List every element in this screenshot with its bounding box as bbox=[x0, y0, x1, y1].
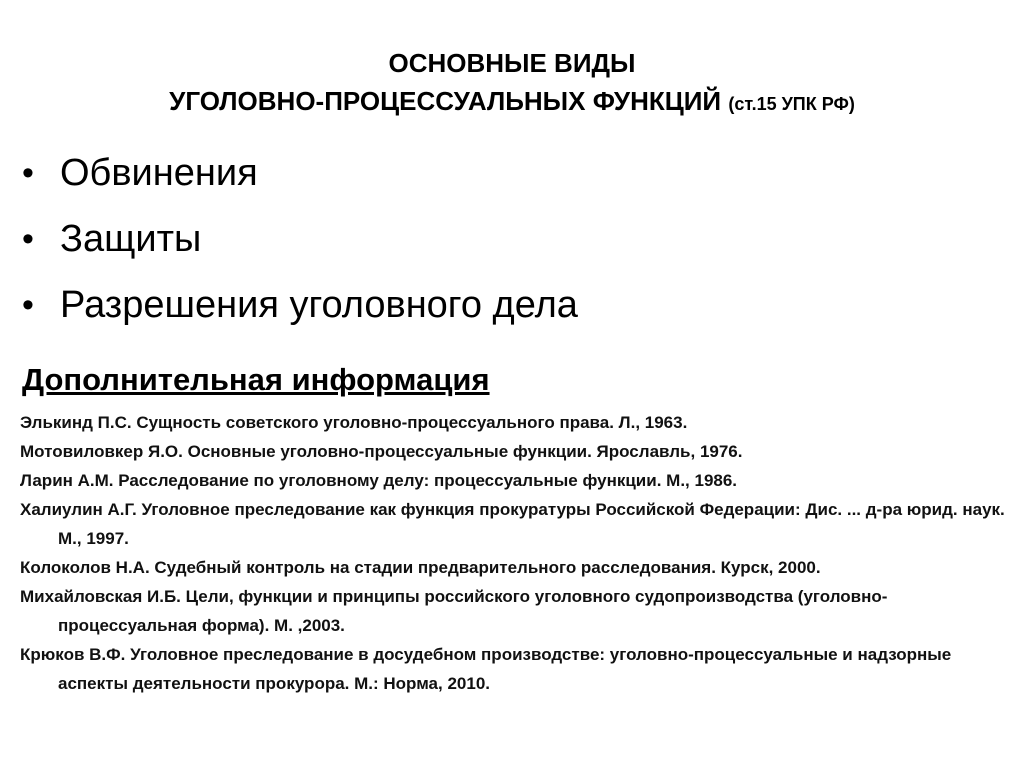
reference-item: Ларин А.М. Расследование по уголовному делу: процессуальные функции. М., 1986. bbox=[20, 471, 738, 490]
title-line-1: ОСНОВНЫЕ ВИДЫ bbox=[388, 48, 636, 78]
list-item bbox=[22, 140, 578, 206]
reference-item: Михайловская И.Б. Цели, функции и принципы российского уголовного судопроизводства (уголовно-процессуальная форма). М. ,2003. bbox=[20, 587, 888, 635]
list-item-label: Защиты bbox=[60, 218, 202, 260]
additional-info-heading: Дополнительная информация bbox=[22, 362, 490, 397]
title-article-note: (ст.15 УПК РФ) bbox=[728, 94, 855, 114]
list-item bbox=[22, 272, 578, 338]
reference-item: Колоколов Н.А. Судебный контроль на стадии предварительного расследования. Курск, 2000. bbox=[20, 558, 821, 577]
references-list bbox=[20, 408, 1010, 698]
reference-item: Халиулин А.Г. Уголовное преследование как функция прокуратуры Российской Федерации: Дис. ... д-ра юрид. наук. М., 1997. bbox=[20, 500, 1005, 548]
functions-list bbox=[22, 140, 578, 338]
title-main-text: УГОЛОВНО-ПРОЦЕССУАЛЬНЫХ ФУНКЦИЙ bbox=[169, 86, 722, 116]
reference-item: Элькинд П.С. Сущность советского уголовно-процессуального права. Л., 1963. bbox=[20, 413, 688, 432]
list-item-label: Обвинения bbox=[60, 152, 258, 194]
bullet-icon: • bbox=[22, 154, 34, 192]
slide-title bbox=[0, 44, 1024, 123]
title-line-2 bbox=[0, 82, 1024, 123]
list-item bbox=[22, 206, 578, 272]
bullet-icon: • bbox=[22, 220, 34, 258]
reference-item: Крюков В.Ф. Уголовное преследование в досудебном производстве: уголовно-процессуальные и надзорные аспекты деятельности прокурора. М.: Норма, 2010. bbox=[20, 645, 952, 693]
reference-item: Мотовиловкер Я.О. Основные уголовно-процессуальные функции. Ярославль, 1976. bbox=[20, 442, 743, 461]
list-item-label: Разрешения уголовного дела bbox=[60, 284, 578, 326]
bullet-icon: • bbox=[22, 286, 34, 324]
